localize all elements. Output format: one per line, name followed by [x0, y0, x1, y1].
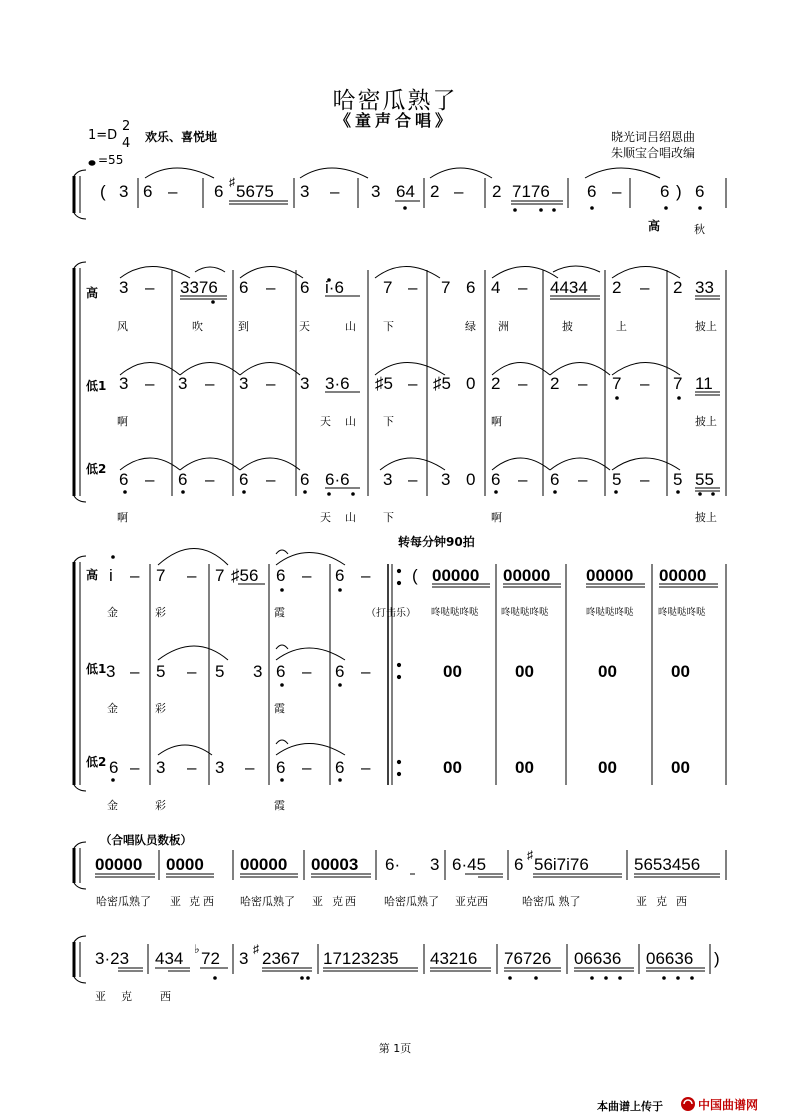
lyric: 吹 [192, 320, 203, 333]
lyric: 绿 [465, 320, 476, 333]
note: 6·6 [325, 470, 350, 489]
lyric: 西 [345, 895, 356, 908]
note: 5 [156, 662, 166, 681]
note: 3 [371, 182, 381, 201]
lyric: 洲 [498, 320, 509, 333]
page-number: 第 1页 [378, 1042, 412, 1055]
note: ( [412, 566, 418, 585]
system3-bracket [74, 556, 86, 791]
note: – [640, 374, 650, 393]
note: 2 [550, 374, 560, 393]
system1-dots [404, 207, 702, 212]
lyric: 披上 [695, 415, 717, 428]
note: 6 [276, 662, 286, 681]
note: 2 [612, 278, 622, 297]
lyric: 咚哒哒咚哒 [658, 607, 706, 618]
lyric: 亚 [312, 895, 323, 908]
note: – [266, 470, 276, 489]
note: 00000 [432, 566, 480, 585]
system5-barlines [148, 944, 710, 974]
sharp-sign: ♯ [229, 175, 235, 189]
note: 6 [214, 182, 224, 201]
note: 00 [515, 662, 534, 681]
upload-note: 本曲谱上传于 [597, 1100, 663, 1113]
note: 00000 [240, 855, 288, 874]
lyric: 啊 [491, 415, 502, 428]
lyric: 西 [203, 895, 214, 908]
section-label: （合唱队员数板） [100, 833, 192, 847]
note: 00000 [659, 566, 707, 585]
note: – [361, 662, 371, 681]
note: – [145, 470, 155, 489]
time-signature-top: 2 [122, 119, 131, 134]
note: – [361, 566, 371, 585]
lyric: 金 [107, 799, 118, 812]
note: – [205, 470, 215, 489]
note: 6 [335, 758, 345, 777]
note: 72 [201, 949, 220, 968]
note: – [518, 278, 528, 297]
note: 17123235 [323, 949, 399, 968]
lyric: 亚克西 [455, 895, 488, 908]
note: – [187, 758, 197, 777]
credits-arranger: 朱顺宝合唱改编 [611, 146, 696, 160]
note: – [187, 566, 197, 585]
lyric: 彩 [155, 606, 166, 619]
lyric: 披 [562, 320, 573, 333]
lyric: 金 [107, 606, 118, 619]
note: 6 [335, 566, 345, 585]
note: 00 [598, 758, 617, 777]
part-label-high: 高 [86, 286, 99, 300]
note: 00 [671, 758, 690, 777]
note: – [408, 374, 418, 393]
system1-bracket [74, 170, 86, 219]
note: – [640, 278, 650, 297]
lyric: 天 [320, 415, 331, 428]
expression-mark: 欢乐、喜悦地 [145, 130, 218, 144]
note: – [640, 470, 650, 489]
note: – [330, 182, 340, 201]
flat-sign: ♭ [194, 942, 200, 956]
note: 4 [491, 278, 501, 297]
note: 3·23 [95, 949, 130, 968]
note: 5 [673, 470, 683, 489]
lyric: 咚哒哒咚哒 [586, 607, 634, 618]
note: 3·6 [325, 374, 350, 393]
note: 6 [335, 662, 345, 681]
note: 7 [383, 278, 393, 297]
lyric: 彩 [155, 799, 166, 812]
part-label-low2: 低2 [86, 755, 107, 769]
note: 33 [695, 278, 714, 297]
lyric: 彩 [155, 702, 166, 715]
note: – [130, 758, 140, 777]
note: 7 [673, 374, 683, 393]
system1-slurs [145, 168, 660, 178]
part-label-low2: 低2 [86, 462, 107, 476]
lyric: 山 [345, 415, 356, 428]
part-label-high: 高 [86, 568, 99, 582]
tempo-change: 转每分钟90拍 [398, 535, 475, 549]
system4-bracket [74, 842, 86, 889]
note: – [266, 278, 276, 297]
note: – [361, 758, 371, 777]
note: 6 [466, 278, 476, 297]
system3-barlines [150, 564, 726, 785]
lyric: 披上 [695, 511, 717, 524]
note: 6·45 [452, 855, 487, 874]
note: 3 [253, 662, 263, 681]
note: 6 [550, 470, 560, 489]
song-subtitle: 《童声合唱》 [334, 111, 455, 130]
credits-lyricist-composer: 晓光词吕绍恩曲 [611, 130, 696, 144]
note: 55 [695, 470, 714, 489]
note: 5 [612, 470, 622, 489]
note: 3 [106, 662, 116, 681]
note: 6 [276, 758, 286, 777]
note: – [408, 470, 418, 489]
note: 11 [695, 374, 713, 393]
note: 00000 [503, 566, 551, 585]
key-signature: 1=D [88, 128, 118, 143]
note: – [205, 374, 215, 393]
lyric: 霞 [274, 606, 285, 619]
lyric: 哈密瓜熟了 [384, 895, 439, 908]
note: 4434 [550, 278, 588, 297]
note: 2 [673, 278, 683, 297]
note: – [518, 470, 528, 489]
note: – [302, 758, 312, 777]
lyric: 克 [121, 990, 132, 1003]
time-signature-bottom: 4 [122, 136, 131, 151]
lyric: 山 [345, 511, 356, 524]
note: i [109, 566, 113, 585]
sharp-sign: ♯ [253, 942, 259, 956]
note: 2367 [262, 949, 300, 968]
note: 76726 [504, 949, 552, 968]
note: ♯56 [231, 566, 259, 585]
note: – [187, 662, 197, 681]
note: – [130, 662, 140, 681]
sharp-sign: ♯ [527, 848, 533, 862]
note: 6 [239, 470, 249, 489]
note: – [302, 566, 312, 585]
lyric: 霞 [274, 799, 285, 812]
note: 6 [143, 182, 153, 201]
note: 3 [383, 470, 393, 489]
note: – [612, 182, 622, 201]
note: 2 [492, 182, 502, 201]
site-name: 中国曲谱网 [698, 1098, 759, 1112]
note: 43216 [430, 949, 478, 968]
system2-bracket [74, 262, 86, 502]
note: 3 [239, 374, 249, 393]
note: 3 [178, 374, 188, 393]
note: 6 [514, 855, 524, 874]
lyric: 秋 [694, 223, 705, 236]
note: 6 [239, 278, 249, 297]
note: 00003 [311, 855, 359, 874]
lyric: 亚 [95, 990, 106, 1003]
lyric: 披上 [695, 320, 717, 333]
note: 06636 [646, 949, 694, 968]
note: 0 [466, 374, 476, 393]
lyric: 啊 [117, 511, 128, 524]
note: – [578, 374, 588, 393]
lyric: 啊 [491, 511, 502, 524]
tempo-marking: =55 [98, 153, 124, 167]
note: 3 [119, 182, 129, 201]
note: 3 [119, 374, 129, 393]
lyric: 亚 [170, 895, 181, 908]
note: 3 [215, 758, 225, 777]
note: 7 [612, 374, 622, 393]
note: 6 [660, 182, 670, 201]
lyric: 西 [160, 990, 171, 1003]
note: 6· [385, 855, 401, 874]
note: 0000 [166, 855, 204, 874]
note: – [578, 470, 588, 489]
system5-bracket [74, 936, 86, 983]
lyric-percussion-label: （打击乐） [366, 608, 416, 619]
note: 56i7i76 [534, 855, 589, 874]
note: 5 [215, 662, 225, 681]
note: 7 [215, 566, 225, 585]
note: 3 [300, 374, 310, 393]
song-title: 哈密瓜熟了 [332, 88, 458, 114]
note: – [266, 374, 276, 393]
part-label-low1: 低1 [86, 379, 107, 393]
note: 6 [300, 470, 310, 489]
note: – [408, 278, 418, 297]
lyric: 克 [656, 895, 667, 908]
note: 3376 [180, 278, 218, 297]
note: 6 [587, 182, 597, 201]
tempo-note-head [89, 161, 95, 165]
note: – [454, 182, 464, 201]
note: 6 [119, 470, 129, 489]
note: 06636 [574, 949, 622, 968]
note: 434 [155, 949, 184, 968]
note: 3 [119, 278, 129, 297]
system3-repeat-dots [397, 569, 400, 775]
lyric: 克 [332, 895, 343, 908]
note: – [302, 662, 312, 681]
lyric: 下 [383, 511, 394, 524]
note: 2 [491, 374, 501, 393]
note: ( [100, 182, 106, 201]
note: 00 [443, 662, 462, 681]
system5-dots [214, 977, 694, 980]
note: 6 [491, 470, 501, 489]
note: 00 [671, 662, 690, 681]
note: 3 [441, 470, 451, 489]
lyric: 亚 [636, 895, 647, 908]
note: 3 [239, 949, 249, 968]
lyric: 哈密瓜熟了 [240, 895, 295, 908]
lyric: 到 [238, 320, 249, 333]
lyric: 咚哒哒咚哒 [501, 607, 549, 618]
lyric: 霞 [274, 702, 285, 715]
note: – [245, 758, 255, 777]
lyric: 高 [648, 219, 661, 233]
note: – [168, 182, 178, 201]
note: – [145, 278, 155, 297]
note: 6 [109, 758, 119, 777]
note: 00000 [95, 855, 143, 874]
note: 00 [598, 662, 617, 681]
lyric: 下 [383, 415, 394, 428]
note: ♯5 [433, 374, 451, 393]
lyric: 克 [189, 895, 200, 908]
note: 7176 [512, 182, 550, 201]
note: 00 [443, 758, 462, 777]
lyric: 下 [383, 320, 394, 333]
note: 6 [178, 470, 188, 489]
note: – [130, 566, 140, 585]
note: 0 [466, 470, 476, 489]
note: ) [676, 182, 682, 201]
note: 3 [300, 182, 310, 201]
note: 6 [276, 566, 286, 585]
note: 6 [300, 278, 310, 297]
note: ♯5 [375, 374, 393, 393]
note: 3 [430, 855, 440, 874]
note: 5675 [236, 182, 274, 201]
note: 00 [515, 758, 534, 777]
note: – [518, 374, 528, 393]
lyric: 哈密瓜熟了 [96, 895, 151, 908]
note: 7 [156, 566, 166, 585]
lyric: 山 [345, 320, 356, 333]
note: 7 [441, 278, 451, 297]
note: ) [714, 949, 720, 968]
note: 6 [695, 182, 705, 201]
note: i·6 [325, 278, 344, 297]
note: 5653456 [634, 855, 701, 874]
lyric: 啊 [117, 415, 128, 428]
lyric: 天 [299, 320, 310, 333]
part-label-low1: 低1 [86, 662, 107, 676]
lyric: 风 [117, 320, 128, 333]
note: 2 [430, 182, 440, 201]
lyric: 上 [616, 320, 627, 333]
lyric: 金 [107, 702, 118, 715]
lyric: 天 [320, 511, 331, 524]
note: 64 [396, 182, 415, 201]
lyric: 哈密瓜 熟了 [522, 895, 581, 908]
note: – [145, 374, 155, 393]
note: 3 [156, 758, 166, 777]
note: 00000 [586, 566, 634, 585]
site-logo [680, 1094, 780, 1114]
lyric: 咚哒哒咚哒 [431, 607, 479, 618]
lyric: 西 [676, 895, 687, 908]
